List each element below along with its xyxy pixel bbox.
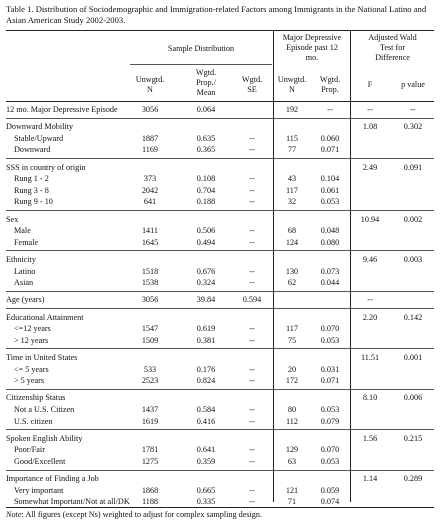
cell-n: 1781 bbox=[141, 445, 159, 455]
cell-mp: 0.070 bbox=[320, 324, 340, 334]
cell-prop: 0.365 bbox=[196, 145, 216, 155]
cell-se: -- bbox=[249, 364, 255, 374]
cell-mp: 0.053 bbox=[320, 405, 340, 414]
section-divider bbox=[6, 210, 434, 211]
cell-prop: 0.665 bbox=[196, 485, 216, 495]
column-divider-right bbox=[350, 30, 351, 502]
cell-mn: 32 bbox=[287, 197, 297, 207]
cell-f: 8.10 bbox=[362, 393, 378, 403]
row-label: Ethnicity bbox=[6, 255, 37, 264]
sample-group-underline bbox=[130, 64, 272, 65]
row-label: Educational Attainment bbox=[6, 312, 84, 322]
cell-prop: 39.84 bbox=[196, 295, 216, 305]
cell-mp: 0.048 bbox=[320, 226, 340, 236]
top-rule bbox=[6, 30, 434, 31]
cell-mp: 0.031 bbox=[320, 364, 340, 374]
cell-prop: 0.335 bbox=[196, 497, 216, 507]
cell-mn: 129 bbox=[285, 445, 299, 455]
row-sublabel: Somewhat Important/Not at all/DK bbox=[14, 497, 130, 507]
cell-mn: 124 bbox=[285, 237, 299, 247]
cell-prop: 0.381 bbox=[196, 335, 216, 345]
cell-prop: 0.188 bbox=[196, 197, 216, 207]
cell-prop: 0.108 bbox=[196, 174, 216, 184]
cell-se: -- bbox=[249, 266, 255, 276]
cell-f: 10.94 bbox=[360, 214, 380, 224]
cell-p: 0.006 bbox=[403, 393, 423, 403]
section-divider bbox=[6, 308, 434, 309]
cell-mp: 0.079 bbox=[320, 416, 340, 426]
cell-prop: 0.064 bbox=[196, 105, 216, 114]
cell-prop: 0.704 bbox=[196, 185, 216, 195]
row-sublabel: > 5 years bbox=[14, 376, 45, 386]
cell-mp: -- bbox=[327, 105, 333, 114]
cell-mn: 43 bbox=[287, 174, 297, 184]
cell-se: -- bbox=[249, 278, 255, 288]
cell-prop: 0.676 bbox=[196, 266, 216, 276]
cell-p: 0.215 bbox=[403, 433, 423, 443]
cell-mn: 130 bbox=[285, 266, 299, 276]
col-header-unweighted-n-2: N bbox=[147, 85, 153, 94]
cell-p: 0.142 bbox=[403, 312, 423, 322]
cell-se: -- bbox=[249, 405, 255, 414]
cell-n: 1275 bbox=[141, 457, 159, 466]
cell-p: 0.001 bbox=[403, 353, 423, 362]
row-sublabel: > 12 years bbox=[14, 335, 49, 345]
cell-n: 533 bbox=[143, 364, 157, 374]
cell-p: 0.003 bbox=[403, 255, 423, 264]
cell-mn: 75 bbox=[287, 335, 297, 345]
cell-se: -- bbox=[249, 237, 255, 247]
row-sublabel: <=12 years bbox=[14, 324, 51, 334]
row-label: Time in United States bbox=[6, 353, 78, 362]
cell-se: -- bbox=[249, 445, 255, 455]
row-sublabel: Good/Excellent bbox=[14, 457, 66, 466]
cell-mp: 0.104 bbox=[320, 174, 340, 184]
bottom-rule bbox=[6, 507, 434, 508]
section-divider bbox=[6, 291, 434, 292]
cell-se: -- bbox=[249, 197, 255, 207]
cell-prop: 0.641 bbox=[196, 445, 216, 455]
col-header-mde-n: Unwgtd. bbox=[277, 75, 307, 84]
cell-mp: 0.044 bbox=[320, 278, 340, 288]
header-mde-line1: Major Depressive bbox=[282, 33, 342, 42]
cell-n: 1619 bbox=[141, 416, 159, 426]
row-label: SSS in country of origin bbox=[6, 162, 86, 172]
cell-mn: 115 bbox=[286, 133, 298, 143]
row-label: 12 mo. Major Depressive Episode bbox=[6, 105, 118, 114]
row-label: Age (years) bbox=[6, 295, 45, 305]
cell-mp: 0.074 bbox=[320, 497, 340, 507]
section-divider bbox=[6, 158, 434, 159]
row-sublabel: U.S. citizen bbox=[14, 416, 53, 426]
cell-n: 2042 bbox=[141, 185, 159, 195]
cell-se: -- bbox=[249, 133, 255, 143]
cell-se: -- bbox=[249, 324, 255, 334]
row-label: Citizenship Status bbox=[6, 393, 66, 403]
cell-mn: 71 bbox=[287, 497, 297, 507]
table-title: Table 1. Distribution of Sociodemographic and Immigration-related Factors among Immigrants in the National Latino and Asian American Study 2002-2003. bbox=[6, 4, 427, 25]
cell-prop: 0.494 bbox=[196, 237, 216, 247]
cell-n: 373 bbox=[143, 174, 157, 184]
row-sublabel: Stable/Upward bbox=[14, 133, 64, 143]
cell-f: 11.51 bbox=[360, 353, 380, 362]
cell-mn: 192 bbox=[285, 105, 299, 114]
cell-mn: 117 bbox=[286, 324, 298, 334]
cell-mp: 0.053 bbox=[320, 457, 340, 466]
cell-mp: 0.073 bbox=[320, 266, 340, 276]
cell-prop: 0.416 bbox=[196, 416, 216, 426]
header-wald-line3: Difference bbox=[375, 53, 410, 62]
row-sublabel: Male bbox=[14, 226, 31, 236]
row-label: Sex bbox=[6, 214, 19, 224]
cell-mp: 0.053 bbox=[320, 197, 340, 207]
cell-n: 1887 bbox=[141, 133, 159, 143]
cell-f: 1.56 bbox=[362, 433, 378, 443]
cell-n: 641 bbox=[143, 197, 157, 207]
cell-mn: 77 bbox=[287, 145, 297, 155]
cell-se: -- bbox=[249, 185, 255, 195]
col-header-mde-prop: Wgtd. bbox=[319, 75, 341, 84]
cell-se: -- bbox=[249, 376, 255, 386]
row-label: Importance of Finding a Job bbox=[6, 474, 99, 484]
cell-mp: 0.060 bbox=[320, 133, 340, 143]
cell-se: -- bbox=[249, 226, 255, 236]
cell-n: 3056 bbox=[141, 105, 159, 114]
row-sublabel: Rung 9 - 10 bbox=[14, 197, 53, 207]
row-sublabel: Asian bbox=[14, 278, 34, 288]
cell-se: -- bbox=[249, 485, 255, 495]
cell-n: 3056 bbox=[141, 295, 159, 305]
cell-f: 9.46 bbox=[362, 255, 378, 264]
cell-se: -- bbox=[249, 174, 255, 184]
cell-se: -- bbox=[249, 497, 255, 507]
row-label: Spoken English Ability bbox=[6, 433, 83, 443]
section-divider bbox=[6, 389, 434, 390]
col-header-unweighted-n: Unwgtd. bbox=[135, 75, 165, 84]
row-sublabel: Female bbox=[14, 237, 39, 247]
cell-mn: 63 bbox=[287, 457, 297, 466]
cell-f: -- bbox=[367, 295, 373, 305]
cell-n: 1169 bbox=[141, 145, 159, 155]
cell-p: 0.091 bbox=[403, 162, 423, 172]
cell-se: -- bbox=[249, 457, 255, 466]
cell-mp: 0.070 bbox=[320, 445, 340, 455]
cell-n: 1645 bbox=[141, 237, 159, 247]
cell-mn: 117 bbox=[286, 185, 298, 195]
cell-n: 1518 bbox=[141, 266, 159, 276]
cell-se: -- bbox=[249, 145, 255, 155]
cell-se: -- bbox=[249, 416, 255, 426]
header-wald-line1: Adjusted Wald bbox=[368, 33, 417, 42]
cell-mp: 0.061 bbox=[320, 185, 340, 195]
cell-prop: 0.619 bbox=[196, 324, 216, 334]
row-sublabel: Poor/Fair bbox=[14, 445, 45, 455]
row-sublabel: Rung 1 - 2 bbox=[14, 174, 49, 184]
cell-n: 1188 bbox=[141, 497, 159, 507]
cell-f: 1.14 bbox=[362, 474, 378, 484]
cell-prop: 0.584 bbox=[196, 405, 216, 414]
header-bottom-rule bbox=[6, 101, 434, 102]
col-header-weighted-prop: Wgtd. bbox=[195, 68, 217, 77]
note-text: : All figures (except Ns) weighted to adjust for complex sampling design. bbox=[21, 510, 263, 519]
section-divider bbox=[6, 470, 434, 471]
cell-f: 2.20 bbox=[362, 312, 378, 322]
section-divider bbox=[6, 118, 434, 119]
cell-se: -- bbox=[249, 335, 255, 345]
col-header-f: F bbox=[367, 80, 373, 89]
section-divider bbox=[6, 429, 434, 430]
section-divider bbox=[6, 348, 434, 349]
note-label: Note bbox=[6, 510, 22, 519]
section-divider bbox=[6, 250, 434, 251]
cell-prop: 0.176 bbox=[196, 364, 216, 374]
cell-n: 1509 bbox=[141, 335, 159, 345]
col-header-p-value: p value bbox=[401, 80, 425, 89]
cell-p: 0.289 bbox=[403, 474, 423, 484]
header-sample-distribution: Sample Distribution bbox=[167, 44, 235, 53]
cell-se: 0.594 bbox=[242, 295, 262, 305]
cell-n: 2523 bbox=[141, 376, 159, 386]
cell-mp: 0.059 bbox=[320, 485, 340, 495]
cell-mn: 20 bbox=[287, 364, 297, 374]
cell-mp: 0.071 bbox=[320, 145, 340, 155]
row-sublabel: Latino bbox=[14, 266, 36, 276]
cell-mp: 0.071 bbox=[320, 376, 340, 386]
row-label: Downward Mobility bbox=[6, 122, 74, 132]
cell-n: 1547 bbox=[141, 324, 159, 334]
col-header-weighted-se-2: SE bbox=[247, 85, 257, 94]
cell-prop: 0.635 bbox=[196, 133, 216, 143]
cell-mn: 80 bbox=[287, 405, 297, 414]
cell-p: 0.002 bbox=[403, 214, 423, 224]
col-header-mde-prop-2: Prop. bbox=[321, 85, 339, 94]
cell-mp: 0.080 bbox=[320, 237, 340, 247]
cell-f: -- bbox=[367, 105, 373, 114]
cell-prop: 0.824 bbox=[196, 376, 216, 386]
row-sublabel: Very important bbox=[14, 485, 64, 495]
row-sublabel: Not a U.S. Citizen bbox=[14, 405, 75, 414]
cell-prop: 0.359 bbox=[196, 457, 216, 466]
row-sublabel: Downward bbox=[14, 145, 51, 155]
cell-prop: 0.506 bbox=[196, 226, 216, 236]
cell-mn: 62 bbox=[287, 278, 297, 288]
header-wald-line2: Test for bbox=[379, 43, 406, 52]
cell-mn: 172 bbox=[285, 376, 299, 386]
col-header-mde-n-2: N bbox=[289, 85, 295, 94]
cell-prop: 0.324 bbox=[196, 278, 216, 288]
cell-n: 1437 bbox=[141, 405, 159, 414]
table-note bbox=[6, 510, 262, 520]
cell-f: 2.49 bbox=[362, 162, 378, 172]
cell-n: 1868 bbox=[141, 485, 159, 495]
cell-n: 1538 bbox=[141, 278, 159, 288]
row-sublabel: <= 5 years bbox=[14, 364, 49, 374]
cell-p: -- bbox=[410, 105, 416, 114]
cell-p: 0.302 bbox=[403, 122, 423, 132]
cell-f: 1.08 bbox=[362, 122, 378, 132]
row-sublabel: Rung 3 - 8 bbox=[14, 185, 49, 195]
col-header-weighted-prop-3: Mean bbox=[196, 88, 216, 97]
col-header-weighted-se: Wgtd. bbox=[241, 75, 263, 84]
header-mde-line3: mo. bbox=[305, 53, 319, 62]
col-header-weighted-prop-2: Prop./ bbox=[196, 78, 216, 87]
header-mde-line2: Episode past 12 bbox=[286, 43, 338, 52]
cell-mn: 121 bbox=[285, 485, 299, 495]
cell-mn: 68 bbox=[287, 226, 297, 236]
cell-mp: 0.053 bbox=[320, 335, 340, 345]
cell-mn: 112 bbox=[286, 416, 298, 426]
cell-n: 1411 bbox=[141, 226, 159, 236]
